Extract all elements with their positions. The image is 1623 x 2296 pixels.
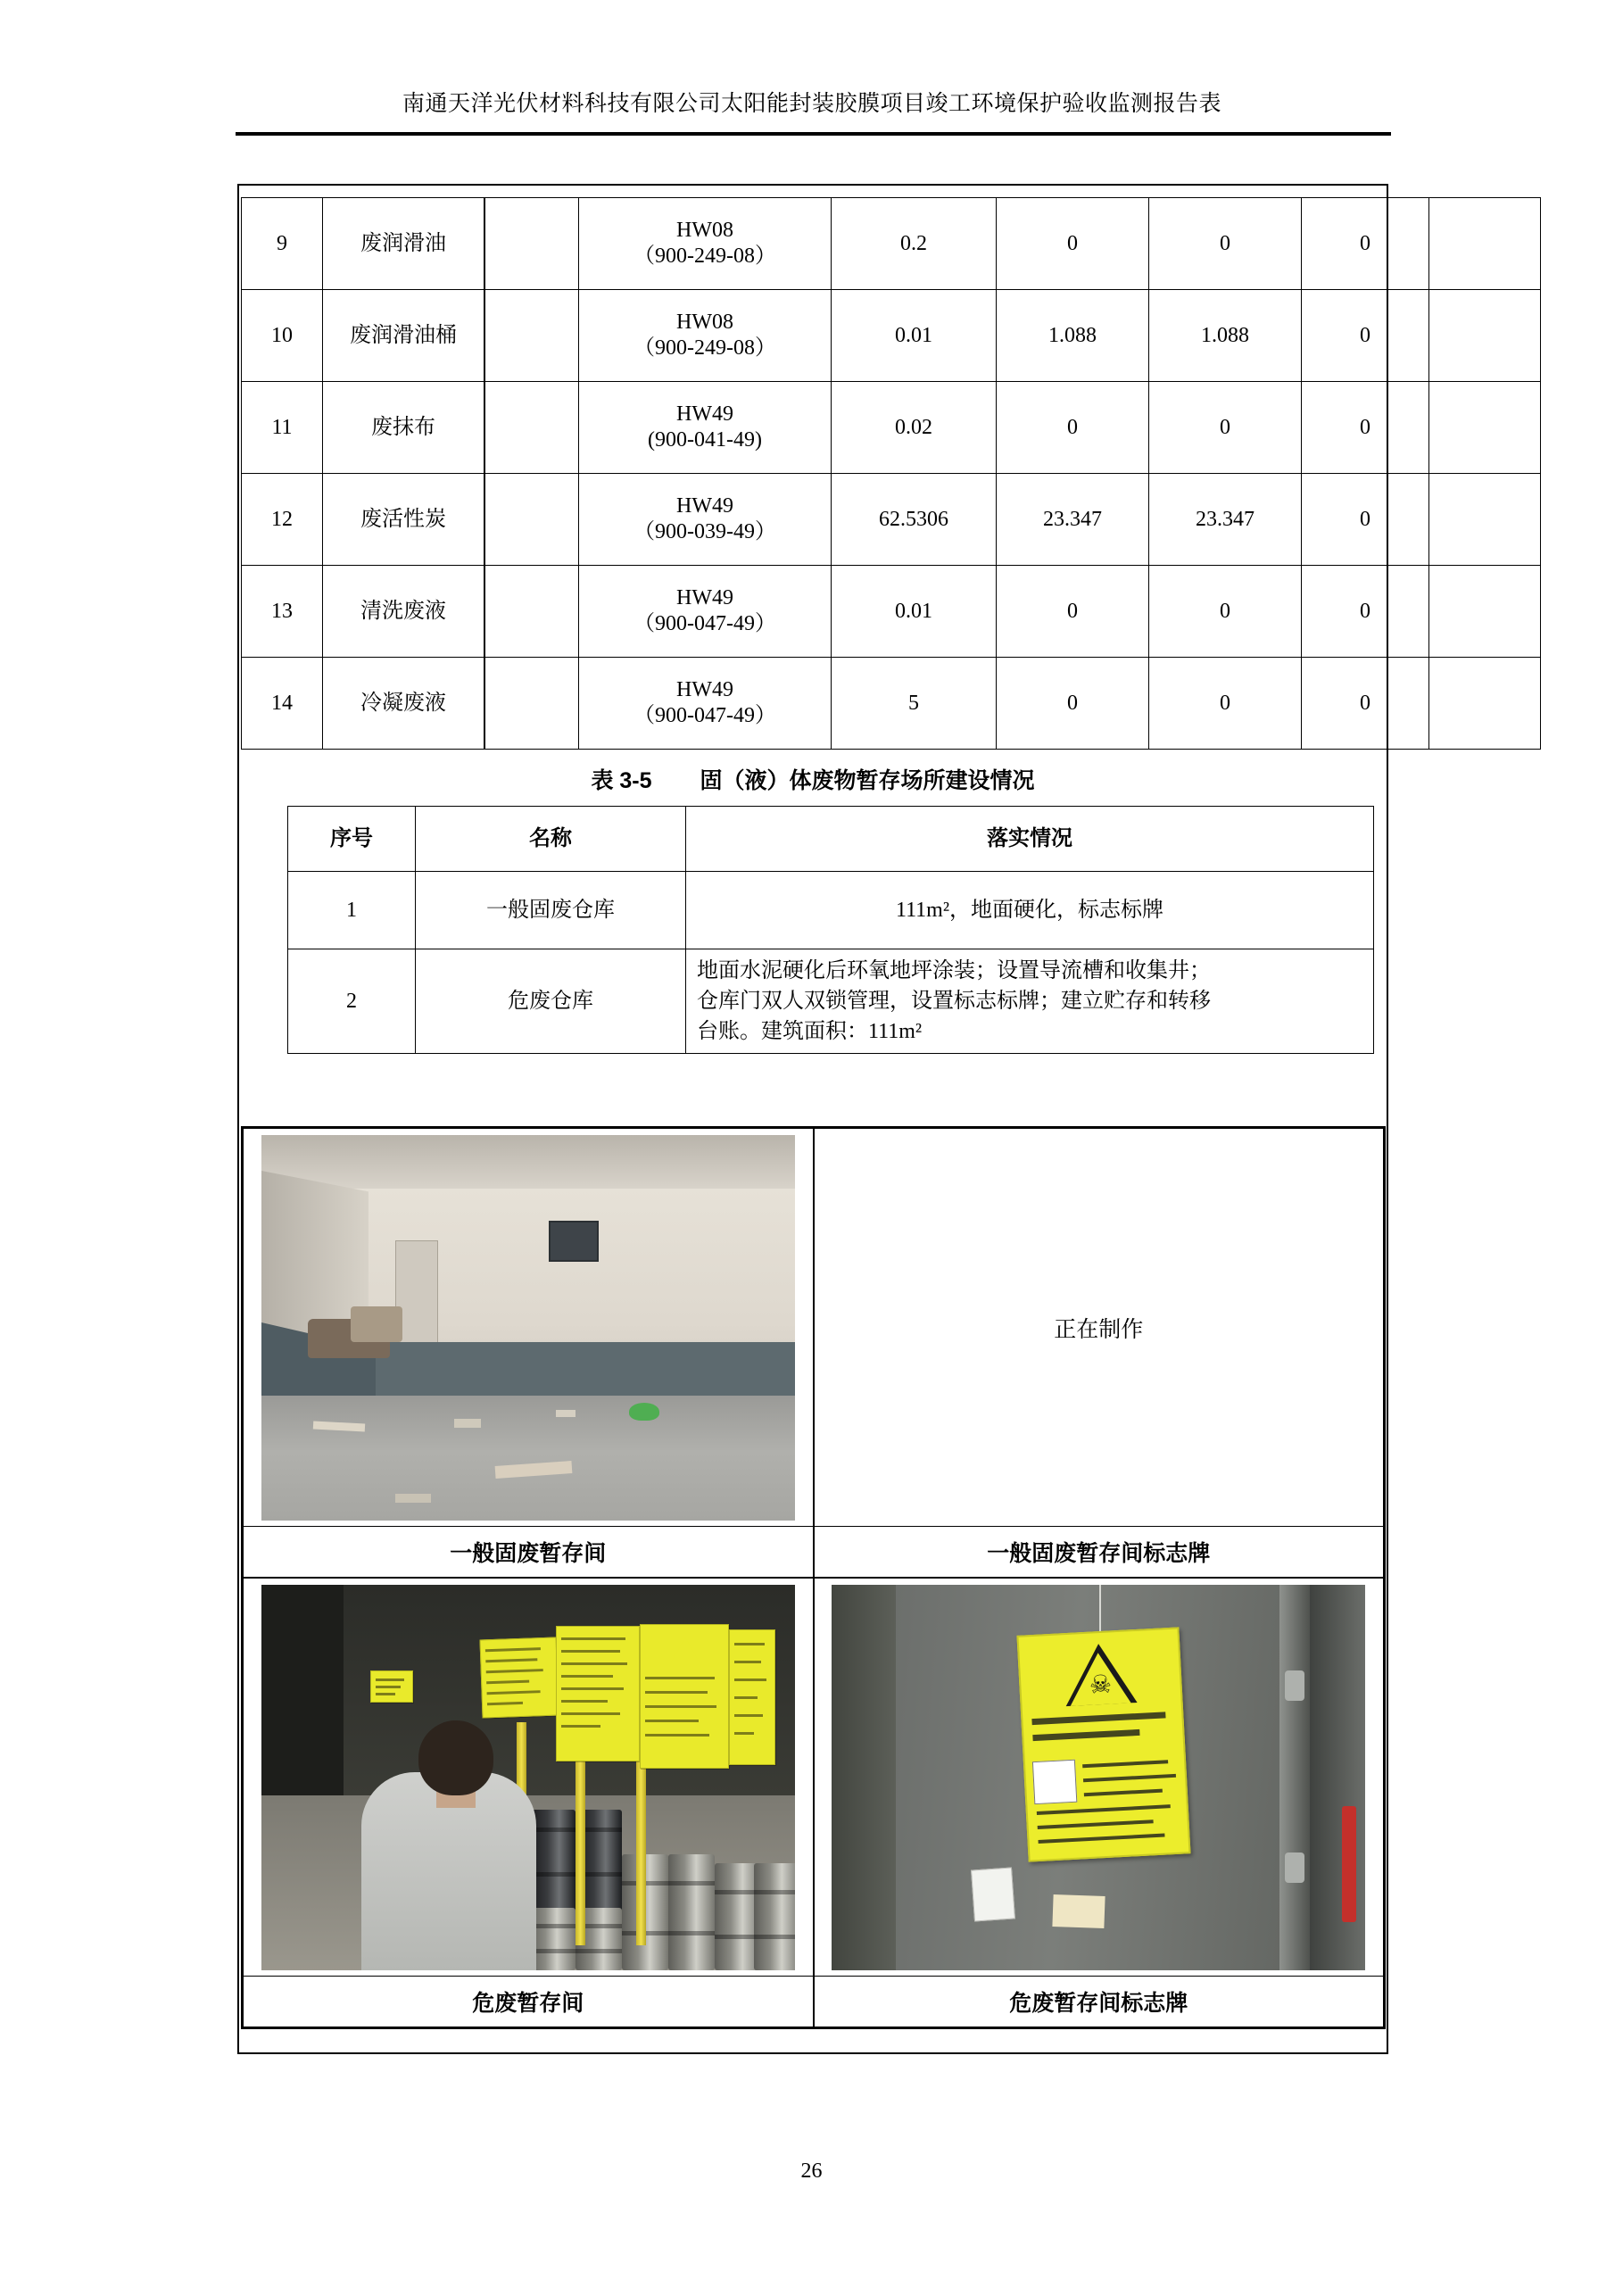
- cell-name: 废润滑油: [323, 198, 485, 290]
- table-row: [242, 658, 1541, 750]
- photo-cell-general-waste-sign: [814, 1128, 1385, 1578]
- header-detail: 落实情况: [686, 807, 1374, 872]
- cell-tail: [1429, 566, 1541, 658]
- cell-index: 12: [242, 474, 323, 566]
- cell-name: 清洗废液: [323, 566, 485, 658]
- warehouse-interior-photo: [261, 1135, 795, 1521]
- cell-value-1: 5: [832, 658, 997, 750]
- code-bottom: （900-047-49）: [633, 704, 776, 727]
- cell-index: 13: [242, 566, 323, 658]
- photo-caption: 危废暂存间: [244, 1976, 813, 2027]
- photo-caption: 一般固废暂存间: [244, 1526, 813, 1577]
- cell-value-4: 0: [1302, 474, 1429, 566]
- hazardous-waste-placard: [1017, 1627, 1191, 1861]
- cell-value-1: 0.01: [832, 566, 997, 658]
- cell-value-4: 0: [1302, 382, 1429, 474]
- cell-blank: [484, 290, 579, 382]
- table-row: [242, 198, 1541, 290]
- cell-value-1: 0.2: [832, 198, 997, 290]
- cell-tail: [1429, 658, 1541, 750]
- storage-facility-table: [287, 806, 1374, 1054]
- code-bottom: （900-039-49）: [633, 520, 776, 543]
- cell-value-2: 0: [997, 566, 1149, 658]
- photo-caption: 一般固废暂存间标志牌: [815, 1526, 1384, 1577]
- cell-tail: [1429, 290, 1541, 382]
- photo-caption: 危废暂存间标志牌: [815, 1976, 1384, 2027]
- cell-blank: [484, 198, 579, 290]
- cell-value-2: 0: [997, 382, 1149, 474]
- photo-cell-general-waste-room: [243, 1128, 814, 1578]
- code-bottom: （900-249-08）: [633, 245, 776, 268]
- photo-row-2: [243, 1578, 1384, 2027]
- photo-cell-hazardous-waste-sign: [814, 1578, 1385, 2027]
- cell-blank: [484, 566, 579, 658]
- detail-line-1: 地面水泥硬化后环氧地坪涂装；设置导流槽和收集井；: [697, 958, 1211, 982]
- cell-tail: [1429, 382, 1541, 474]
- cell-value-3: 0: [1149, 198, 1302, 290]
- table-row: [242, 290, 1541, 382]
- report-title: 南通天洋光伏材料科技有限公司太阳能封装胶膜项目竣工环境保护验收监测报告表: [402, 92, 1221, 116]
- header-divider: [236, 132, 1391, 136]
- cell-name: 一般固废仓库: [416, 872, 686, 949]
- header-no: 序号: [288, 807, 416, 872]
- cell-code: [579, 290, 832, 382]
- cell-no: 2: [288, 949, 416, 1054]
- table-row: [288, 872, 1374, 949]
- cell-detail: [686, 949, 1374, 1054]
- cell-value-4: 0: [1302, 658, 1429, 750]
- photo-grid: [241, 1126, 1386, 2029]
- photo-note-in-production: 正在制作: [1054, 1317, 1144, 1342]
- page-header: [232, 86, 1392, 118]
- detail-line-3: 台账。建筑面积：111m²: [697, 1020, 923, 1044]
- cell-detail: [686, 872, 1374, 949]
- cell-value-1: 0.02: [832, 382, 997, 474]
- header-name: 名称: [416, 807, 686, 872]
- table-row: [242, 474, 1541, 566]
- page-number: 26: [800, 2159, 823, 2183]
- photo-image-general-waste-room: [244, 1129, 813, 1526]
- detail-line-2: 仓库门双人双锁管理，设置标志标牌；建立贮存和转移: [697, 989, 1211, 1013]
- detail-text: 111m²，地面硬化，标志标牌: [895, 898, 1164, 922]
- cell-code: [579, 474, 832, 566]
- photo-image-hazardous-waste-room: [244, 1579, 813, 1976]
- cell-value-2: 0: [997, 658, 1149, 750]
- cell-value-2: 23.347: [997, 474, 1149, 566]
- cell-value-3: 0: [1149, 566, 1302, 658]
- code-top: HW49: [676, 585, 733, 609]
- cell-value-2: 1.088: [997, 290, 1149, 382]
- cell-value-2: 0: [997, 198, 1149, 290]
- cell-blank: [484, 382, 579, 474]
- cell-code: [579, 198, 832, 290]
- cell-name: 废抹布: [323, 382, 485, 474]
- cell-value-4: 0: [1302, 198, 1429, 290]
- code-top: HW49: [676, 677, 733, 701]
- hazardous-storage-photo: [261, 1585, 795, 1970]
- cell-code: [579, 382, 832, 474]
- table-row: [242, 382, 1541, 474]
- cell-name: 危废仓库: [416, 949, 686, 1054]
- table-row: [288, 949, 1374, 1054]
- cell-tail: [1429, 198, 1541, 290]
- cell-value-3: 0: [1149, 658, 1302, 750]
- hazard-placard-photo: [832, 1585, 1365, 1970]
- code-top: HW08: [676, 218, 733, 242]
- photo-row-1: [243, 1128, 1384, 1578]
- cell-index: 14: [242, 658, 323, 750]
- cell-index: 9: [242, 198, 323, 290]
- code-bottom: （900-249-08）: [633, 336, 776, 360]
- cell-tail: [1429, 474, 1541, 566]
- cell-blank: [484, 474, 579, 566]
- cell-index: 10: [242, 290, 323, 382]
- code-bottom: (900-041-49): [648, 428, 762, 452]
- cell-code: [579, 658, 832, 750]
- code-bottom: （900-047-49）: [633, 612, 776, 635]
- cell-name: 冷凝废液: [323, 658, 485, 750]
- cell-value-3: 1.088: [1149, 290, 1302, 382]
- table-35-number: 表 3-5: [591, 768, 652, 793]
- cell-value-1: 0.01: [832, 290, 997, 382]
- table-35-title: 固（液）体废物暂存场所建设情况: [700, 768, 1035, 793]
- cell-code: [579, 566, 832, 658]
- photo-image-hazardous-waste-sign: [815, 1579, 1384, 1976]
- table-header-row: [288, 807, 1374, 872]
- code-top: HW49: [676, 493, 733, 518]
- cell-blank: [484, 658, 579, 750]
- cell-value-3: 0: [1149, 382, 1302, 474]
- cell-name: 废活性炭: [323, 474, 485, 566]
- cell-name: 废润滑油桶: [323, 290, 485, 382]
- table-35-caption: [237, 763, 1388, 795]
- code-top: HW08: [676, 310, 733, 334]
- cell-no: 1: [288, 872, 416, 949]
- table-row: [242, 566, 1541, 658]
- cell-value-4: 0: [1302, 566, 1429, 658]
- photo-cell-hazardous-waste-room: [243, 1578, 814, 2027]
- cell-index: 11: [242, 382, 323, 474]
- cell-value-4: 0: [1302, 290, 1429, 382]
- code-top: HW49: [676, 402, 733, 426]
- cell-value-1: 62.5306: [832, 474, 997, 566]
- hazardous-waste-table: [241, 197, 1541, 750]
- cell-value-3: 23.347: [1149, 474, 1302, 566]
- hazard-symbol-icon: ☠: [1089, 1670, 1114, 1700]
